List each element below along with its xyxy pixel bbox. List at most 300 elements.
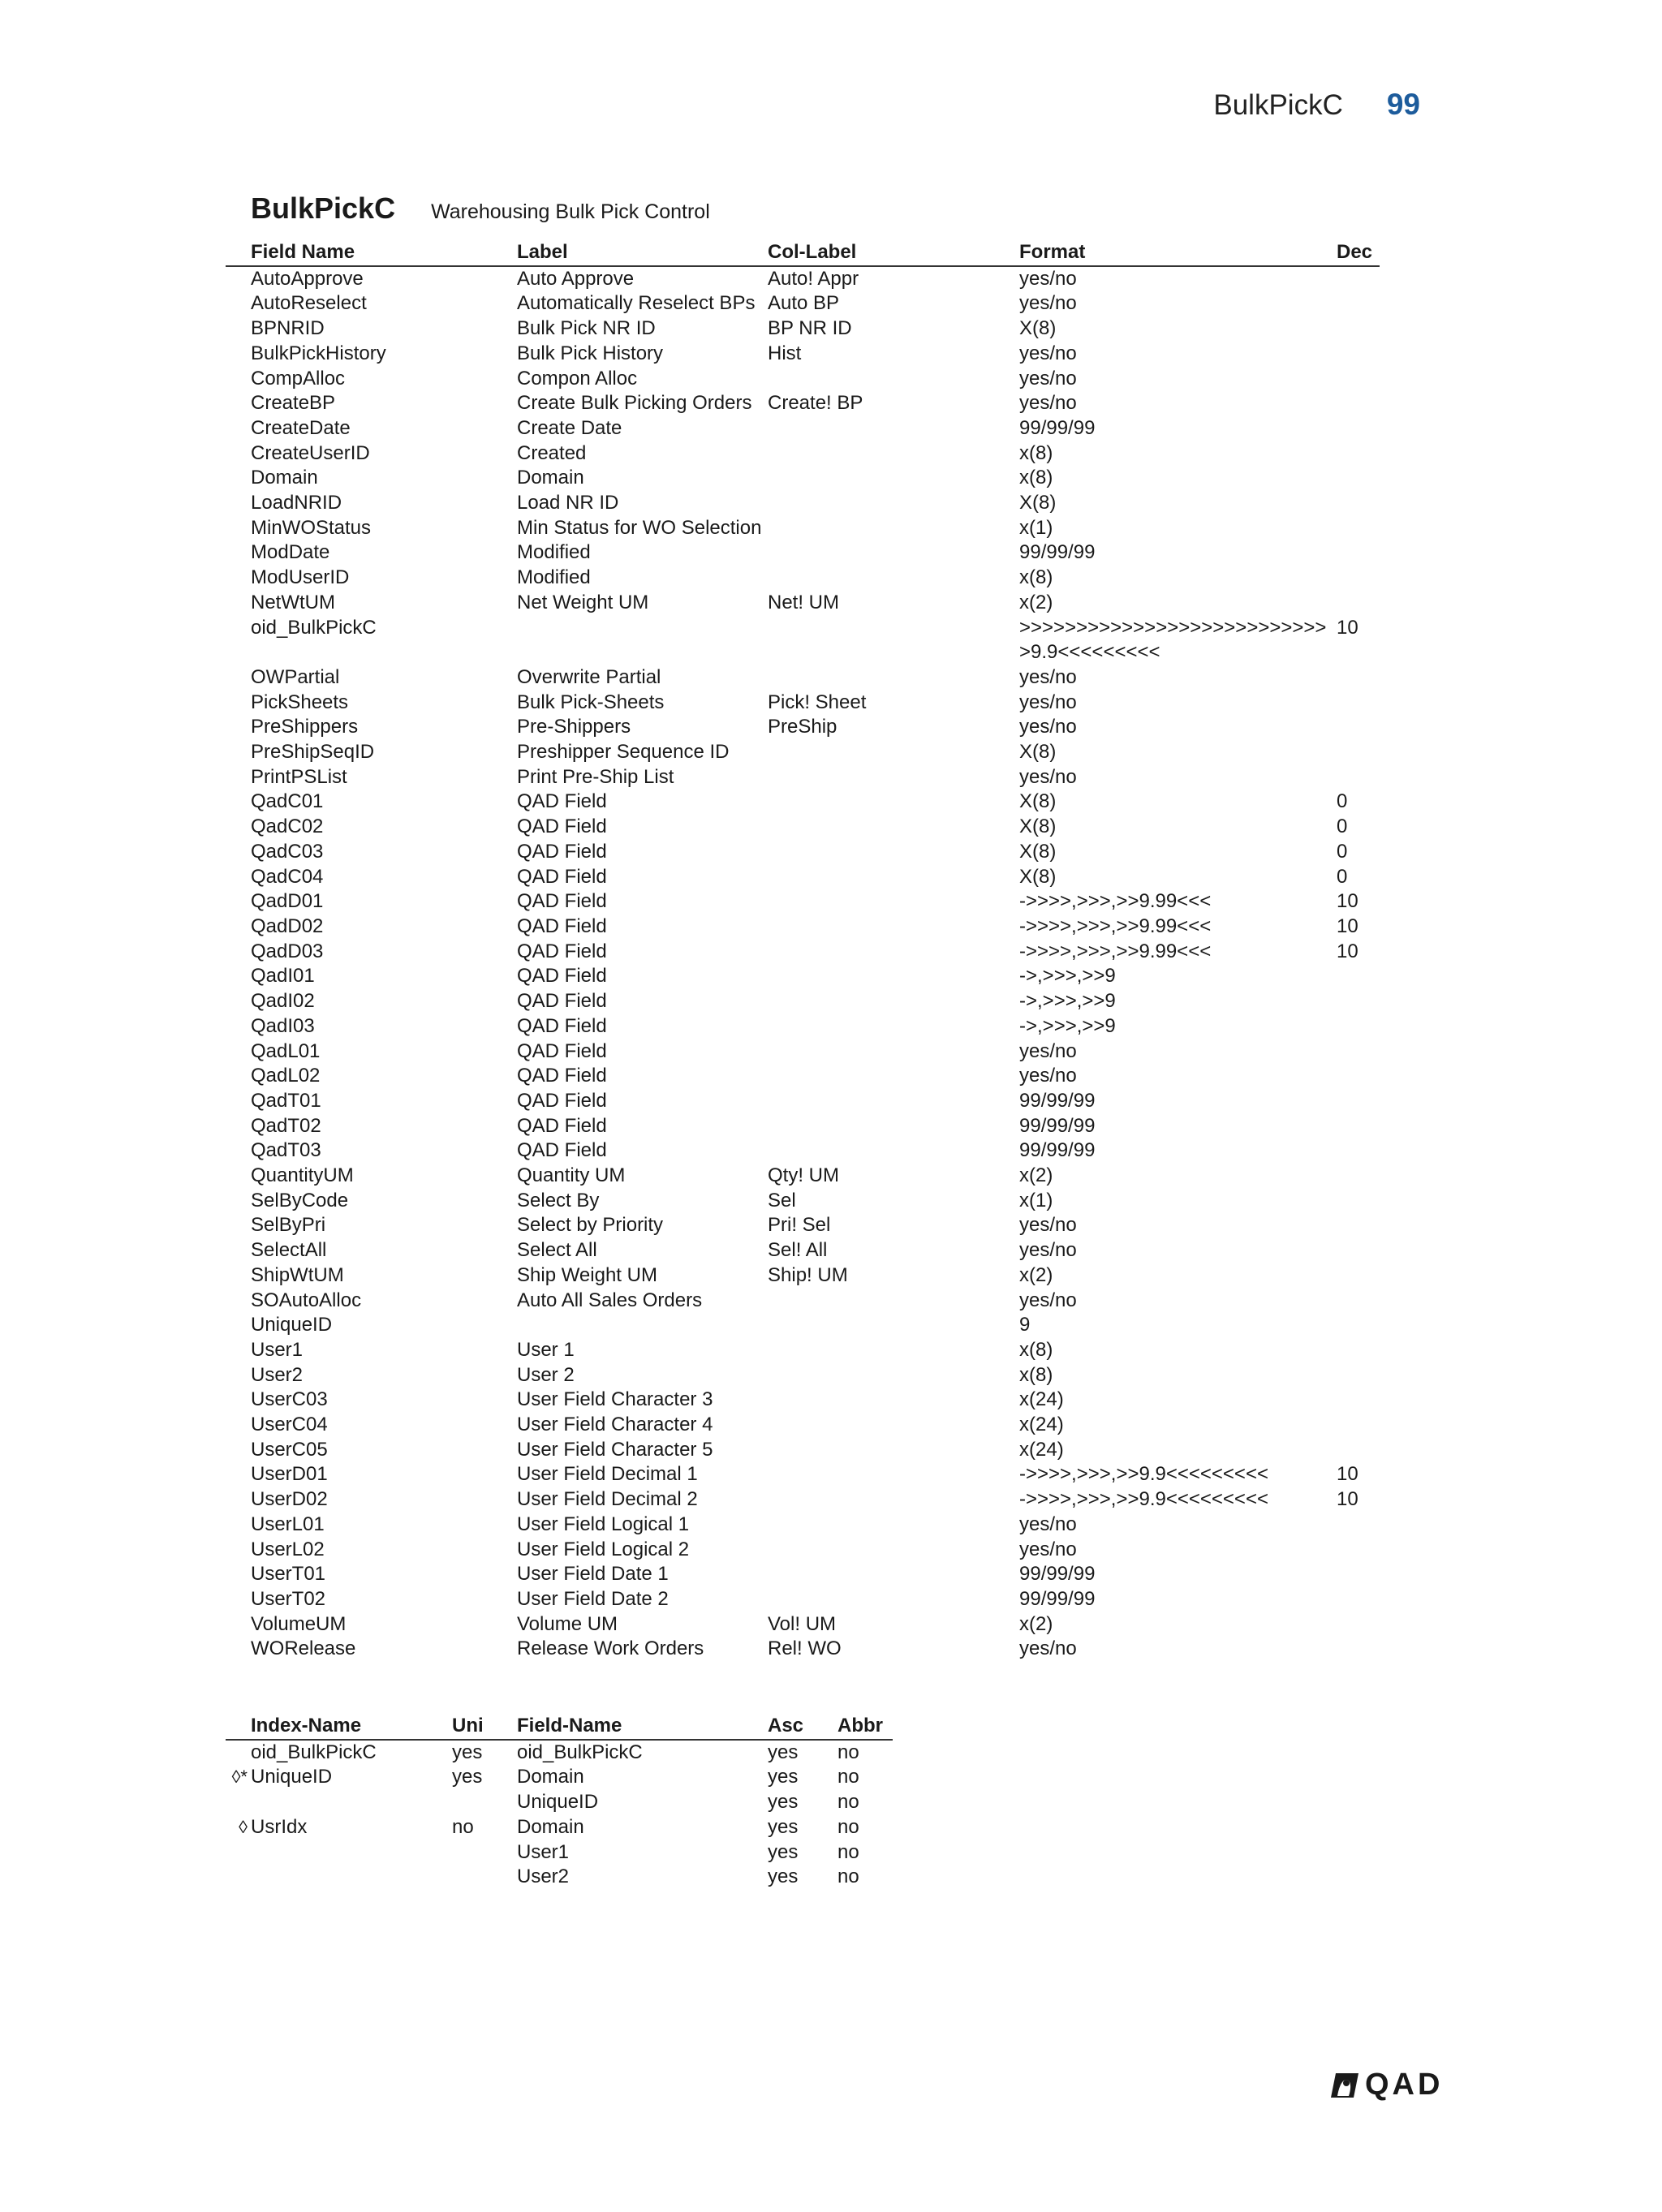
col-label-cell [768, 441, 1019, 467]
label-cell [517, 616, 768, 665]
format-cell: yes/no [1019, 1538, 1077, 1560]
column-header: Col-Label [768, 240, 1019, 266]
col-label-cell [768, 1413, 1019, 1438]
field-name-cell: UserC03 [251, 1388, 328, 1411]
label-cell: User Field Logical 1 [517, 1513, 690, 1535]
field-name-cell: UserL02 [251, 1538, 325, 1560]
table-row [226, 865, 1380, 890]
table-row [226, 342, 1380, 367]
dec-cell [1337, 1114, 1380, 1139]
field-name-cell: QadL02 [251, 1065, 321, 1087]
label-cell: QAD Field [517, 1114, 607, 1137]
field-name-cell: QadI02 [251, 990, 315, 1013]
col-label-cell [768, 665, 1019, 691]
table-row [226, 1363, 1380, 1388]
format-cell: >>>>>>>>>>>>>>>>>>>>>>>>>>>>9.9<<<<<<<<< [1019, 616, 1327, 664]
dec-cell [1337, 1263, 1380, 1289]
table-row [226, 1289, 1380, 1314]
dec-cell [1337, 391, 1380, 416]
table-row [226, 1637, 1380, 1662]
asc-cell: yes [768, 1791, 799, 1814]
col-label-cell [768, 940, 1019, 965]
field-name-cell: ModDate [251, 541, 330, 564]
table-row [226, 316, 1380, 342]
format-cell: ->>>>,>>>,>>9.9<<<<<<<<< [1019, 1488, 1268, 1511]
dec-cell [1337, 1213, 1380, 1238]
label-cell: User 1 [517, 1338, 575, 1361]
col-label-cell: Sel! All [768, 1239, 828, 1262]
table-row [226, 715, 1380, 740]
format-cell: 99/99/99 [1019, 1114, 1096, 1137]
dec-cell [1337, 540, 1380, 566]
format-cell: yes/no [1019, 1513, 1077, 1535]
index-name-cell: oid_BulkPickC [251, 1741, 377, 1763]
dec-cell: 10 [1337, 914, 1358, 937]
format-cell: X(8) [1019, 840, 1057, 863]
format-cell: 9 [1019, 1314, 1031, 1336]
field-name-cell: NetWtUM [251, 591, 335, 613]
table-row [226, 616, 1380, 665]
format-cell: yes/no [1019, 716, 1077, 738]
label-cell: Preshipper Sequence ID [517, 741, 730, 764]
dec-cell [1337, 665, 1380, 691]
table-row [226, 540, 1380, 566]
format-cell: X(8) [1019, 741, 1057, 764]
dec-cell: 10 [1337, 1463, 1358, 1486]
field-name-cell: Domain [517, 1766, 584, 1788]
label-cell: Bulk Pick-Sheets [517, 691, 665, 713]
field-name-cell: oid_BulkPickC [517, 1741, 643, 1763]
table-row [226, 940, 1380, 965]
page-number: 99 [1386, 88, 1420, 121]
field-name-cell: SelByPri [251, 1214, 326, 1237]
dec-cell [1337, 1388, 1380, 1413]
abbr-cell: no [837, 1815, 859, 1838]
table-row [226, 1263, 1380, 1289]
format-cell: X(8) [1019, 790, 1057, 813]
field-name-cell: CreateUserID [251, 441, 370, 464]
label-cell: Volume UM [517, 1612, 618, 1635]
field-name-cell: QadD03 [251, 940, 324, 962]
table-row [226, 1313, 1380, 1338]
format-cell: yes/no [1019, 342, 1077, 364]
qad-logo-text: QAD [1365, 2068, 1444, 2102]
dec-cell [1337, 1064, 1380, 1089]
field-name-cell: UniqueID [251, 1314, 333, 1336]
dec-cell: 0 [1337, 816, 1348, 838]
dec-cell [1337, 1138, 1380, 1164]
label-cell: Select by Priority [517, 1214, 664, 1237]
field-name-cell: User1 [251, 1338, 304, 1361]
col-label-cell [768, 1089, 1019, 1114]
unique-cell: no [452, 1815, 474, 1838]
col-label-cell [768, 416, 1019, 441]
format-cell: yes/no [1019, 1214, 1077, 1237]
col-label-cell [768, 889, 1019, 914]
format-cell: x(2) [1019, 591, 1053, 613]
col-label-cell: PreShip [768, 716, 837, 738]
field-name-cell: SelectAll [251, 1239, 327, 1262]
format-cell: ->,>>>,>>9 [1019, 965, 1116, 988]
index-marker-symbol: ◊ [239, 1816, 248, 1837]
dec-cell [1337, 715, 1380, 740]
qad-logo [1329, 2068, 1443, 2102]
abbr-cell: no [837, 1840, 859, 1863]
table-row [226, 815, 1380, 840]
label-cell: Release Work Orders [517, 1637, 704, 1660]
field-name-cell: QadI03 [251, 1014, 315, 1037]
dec-cell [1337, 266, 1380, 292]
table-row [226, 1138, 1380, 1164]
col-label-cell [768, 566, 1019, 591]
column-header: Index-Name [251, 1714, 452, 1740]
label-cell: User Field Decimal 1 [517, 1463, 698, 1486]
field-name-cell: UserT02 [251, 1587, 326, 1610]
dec-cell [1337, 989, 1380, 1014]
label-cell: Pre-Shippers [517, 716, 631, 738]
field-name-cell: CreateBP [251, 392, 336, 415]
col-label-cell: BP NR ID [768, 317, 852, 340]
label-cell: User Field Character 5 [517, 1438, 713, 1461]
col-label-cell [768, 367, 1019, 392]
dec-cell: 10 [1337, 616, 1358, 639]
field-name-cell: User1 [517, 1840, 570, 1863]
dec-cell [1337, 1238, 1380, 1263]
table-row [226, 914, 1380, 940]
format-cell: 99/99/99 [1019, 1563, 1096, 1586]
asc-cell: yes [768, 1766, 799, 1788]
col-label-cell [768, 1338, 1019, 1363]
col-label-cell [768, 616, 1019, 665]
index-row [226, 1865, 893, 1890]
dec-cell [1337, 342, 1380, 367]
abbr-cell: no [837, 1766, 859, 1788]
dec-cell [1337, 964, 1380, 989]
format-cell: yes/no [1019, 1039, 1077, 1062]
dec-cell [1337, 1164, 1380, 1189]
col-label-cell: Auto! Appr [768, 267, 859, 290]
label-cell: Print Pre-Ship List [517, 765, 674, 788]
col-label-cell [768, 466, 1019, 491]
col-label-cell [768, 765, 1019, 790]
dec-cell: 0 [1337, 790, 1348, 813]
label-cell: Load NR ID [517, 492, 619, 514]
col-label-cell: Pick! Sheet [768, 691, 867, 713]
field-name-cell: QadL01 [251, 1039, 321, 1062]
format-cell: X(8) [1019, 865, 1057, 888]
table-row [226, 1213, 1380, 1238]
label-cell: Create Date [517, 416, 622, 439]
col-label-cell [768, 1114, 1019, 1139]
col-label-cell: Ship! UM [768, 1263, 848, 1286]
dec-cell: 10 [1337, 940, 1358, 962]
col-label-cell: Pri! Sel [768, 1214, 831, 1237]
label-cell: QAD Field [517, 816, 607, 838]
label-cell: Automatically Reselect BPs [517, 292, 756, 315]
field-name-cell: VolumeUM [251, 1612, 347, 1635]
field-name-cell: BulkPickHistory [251, 342, 386, 364]
index-row [226, 1815, 893, 1840]
table-row [226, 1513, 1380, 1538]
col-label-cell [768, 491, 1019, 516]
dec-cell [1337, 1562, 1380, 1587]
format-cell: 99/99/99 [1019, 1587, 1096, 1610]
format-cell: x(24) [1019, 1438, 1064, 1461]
field-name-cell: PreShipSeqID [251, 741, 375, 764]
column-header: Dec [1337, 240, 1380, 266]
table-row [226, 1413, 1380, 1438]
field-name-cell: UserL01 [251, 1513, 325, 1535]
abbr-cell: no [837, 1741, 859, 1763]
field-name-cell: WORelease [251, 1637, 356, 1660]
table-title-row [251, 192, 710, 226]
label-cell: Net Weight UM [517, 591, 649, 613]
table-row [226, 665, 1380, 691]
format-cell: yes/no [1019, 1289, 1077, 1311]
col-label-cell: Vol! UM [768, 1612, 837, 1635]
dec-cell [1337, 1338, 1380, 1363]
label-cell: User Field Logical 2 [517, 1538, 690, 1560]
label-cell: Quantity UM [517, 1164, 626, 1187]
unique-cell: yes [452, 1766, 483, 1788]
table-row [226, 1612, 1380, 1637]
index-row [226, 1840, 893, 1866]
col-label-cell [768, 1487, 1019, 1513]
dec-cell [1337, 1438, 1380, 1463]
label-cell: Select By [517, 1189, 600, 1211]
dec-cell [1337, 691, 1380, 716]
format-cell: x(8) [1019, 1363, 1053, 1386]
label-cell: Overwrite Partial [517, 665, 661, 688]
dec-cell [1337, 1587, 1380, 1612]
field-name-cell: UserC04 [251, 1414, 328, 1436]
col-label-cell: Hist [768, 342, 802, 364]
format-cell: ->>>>,>>>,>>9.99<<< [1019, 914, 1212, 937]
column-header: Label [517, 240, 768, 266]
label-cell: Create Bulk Picking Orders [517, 392, 752, 415]
field-name-cell: UniqueID [517, 1791, 599, 1814]
col-label-cell [768, 740, 1019, 765]
format-cell: 99/99/99 [1019, 541, 1096, 564]
field-name-cell: QadI01 [251, 965, 315, 988]
table-row [226, 1538, 1380, 1563]
field-name-cell: QadT03 [251, 1139, 321, 1162]
col-label-cell [768, 1513, 1019, 1538]
table-row [226, 391, 1380, 416]
col-label-cell [768, 1014, 1019, 1039]
col-label-cell [768, 1064, 1019, 1089]
col-label-cell [768, 1138, 1019, 1164]
index-name-cell: UniqueID [251, 1766, 333, 1788]
dec-cell [1337, 367, 1380, 392]
field-name-cell: Domain [517, 1815, 584, 1838]
table-description: Warehousing Bulk Pick Control [431, 200, 710, 223]
table-row [226, 964, 1380, 989]
col-label-cell [768, 1438, 1019, 1463]
format-cell: x(8) [1019, 441, 1053, 464]
format-cell: x(2) [1019, 1164, 1053, 1187]
abbr-cell: no [837, 1866, 859, 1888]
col-label-cell [768, 964, 1019, 989]
dec-cell [1337, 1538, 1380, 1563]
field-name-cell: PreShippers [251, 716, 359, 738]
format-cell: x(1) [1019, 1189, 1053, 1211]
dec-cell [1337, 740, 1380, 765]
table-row [226, 1487, 1380, 1513]
format-cell: X(8) [1019, 492, 1057, 514]
field-name-cell: ModUserID [251, 566, 350, 589]
dec-cell: 0 [1337, 865, 1348, 888]
col-label-cell [768, 516, 1019, 541]
label-cell: QAD Field [517, 1039, 607, 1062]
format-cell: 99/99/99 [1019, 1139, 1096, 1162]
field-name-cell: UserD01 [251, 1463, 328, 1486]
format-cell: ->>>>,>>>,>>9.99<<< [1019, 940, 1212, 962]
table-row [226, 367, 1380, 392]
unique-cell [452, 1790, 517, 1815]
index-name-cell: UsrIdx [251, 1815, 308, 1838]
col-label-cell: Create! BP [768, 392, 863, 415]
field-name-cell: MinWOStatus [251, 516, 372, 539]
abbr-cell: no [837, 1791, 859, 1814]
dec-cell [1337, 516, 1380, 541]
table-row [226, 1189, 1380, 1214]
field-name-cell: Domain [251, 467, 318, 489]
field-name-cell: SelByCode [251, 1189, 349, 1211]
table-row [226, 1114, 1380, 1139]
col-label-cell [768, 1388, 1019, 1413]
label-cell: QAD Field [517, 965, 607, 988]
format-cell: ->,>>>,>>9 [1019, 1014, 1116, 1037]
label-cell: Bulk Pick NR ID [517, 317, 656, 340]
table-row [226, 1587, 1380, 1612]
field-name-cell: CreateDate [251, 416, 351, 439]
table-row [226, 1438, 1380, 1463]
field-name-cell: QadC01 [251, 790, 324, 813]
col-label-cell [768, 1562, 1019, 1587]
table-row [226, 566, 1380, 591]
field-name-cell: SOAutoAlloc [251, 1289, 362, 1311]
table-row [226, 1388, 1380, 1413]
format-cell: ->,>>>,>>9 [1019, 990, 1116, 1013]
format-cell: x(8) [1019, 467, 1053, 489]
label-cell: Ship Weight UM [517, 1263, 657, 1286]
running-header-table-name: BulkPickC [1213, 89, 1343, 121]
label-cell: QAD Field [517, 1065, 607, 1087]
column-header: Field Name [251, 240, 517, 266]
index-marker [226, 1865, 251, 1890]
col-label-cell [768, 1587, 1019, 1612]
field-name-cell: QadT02 [251, 1114, 321, 1137]
format-cell: yes/no [1019, 367, 1077, 389]
table-row [226, 466, 1380, 491]
field-name-cell: QuantityUM [251, 1164, 354, 1187]
col-label-cell: Sel [768, 1189, 796, 1211]
label-cell: User Field Date 2 [517, 1587, 669, 1610]
index-name-cell [251, 1840, 452, 1866]
table-row [226, 1338, 1380, 1363]
col-label-cell [768, 989, 1019, 1014]
format-cell: x(2) [1019, 1612, 1053, 1635]
dec-cell [1337, 1363, 1380, 1388]
dec-cell [1337, 416, 1380, 441]
table-row [226, 1562, 1380, 1587]
label-cell: User Field Date 1 [517, 1563, 669, 1586]
dec-cell [1337, 1513, 1380, 1538]
dec-cell [1337, 1413, 1380, 1438]
index-name-cell [251, 1790, 452, 1815]
col-label-cell [768, 865, 1019, 890]
col-label-cell [768, 840, 1019, 865]
label-cell: Modified [517, 566, 591, 589]
label-cell: Bulk Pick History [517, 342, 664, 364]
label-cell: QAD Field [517, 1014, 607, 1037]
table-row [226, 840, 1380, 865]
field-name-cell: UserC05 [251, 1438, 328, 1461]
col-label-cell [768, 1289, 1019, 1314]
format-cell: yes/no [1019, 267, 1077, 290]
field-name-cell: PrintPSList [251, 765, 347, 788]
dec-cell [1337, 1089, 1380, 1114]
format-cell: yes/no [1019, 292, 1077, 315]
field-name-cell: LoadNRID [251, 492, 342, 514]
label-cell: User Field Character 3 [517, 1388, 713, 1411]
format-cell: x(24) [1019, 1414, 1064, 1436]
field-name-cell: AutoReselect [251, 292, 367, 315]
dec-cell [1337, 591, 1380, 616]
field-name-cell: QadC04 [251, 865, 324, 888]
field-name-cell: QadD02 [251, 914, 324, 937]
col-label-cell [768, 914, 1019, 940]
format-cell: yes/no [1019, 1065, 1077, 1087]
label-cell: QAD Field [517, 990, 607, 1013]
field-name-cell: QadT01 [251, 1089, 321, 1112]
index-table [226, 1714, 893, 1890]
dec-cell: 0 [1337, 840, 1348, 863]
col-label-cell [768, 790, 1019, 815]
label-cell: QAD Field [517, 1089, 607, 1112]
label-cell: Domain [517, 467, 584, 489]
index-row [226, 1790, 893, 1815]
col-label-cell: Auto BP [768, 292, 840, 315]
format-cell: ->>>>,>>>,>>9.9<<<<<<<<< [1019, 1463, 1268, 1486]
table-row [226, 1064, 1380, 1089]
col-label-cell [768, 1039, 1019, 1065]
format-cell: X(8) [1019, 816, 1057, 838]
index-marker [226, 1740, 251, 1766]
field-name-cell: User2 [517, 1866, 570, 1888]
col-label-cell [768, 1363, 1019, 1388]
index-row [226, 1765, 893, 1790]
col-label-cell: Net! UM [768, 591, 840, 613]
col-label-cell [768, 540, 1019, 566]
field-name-cell: QadC03 [251, 840, 324, 863]
column-header: Abbr [837, 1714, 893, 1740]
index-marker [226, 1840, 251, 1866]
index-marker-symbol: ◊* [231, 1767, 248, 1788]
field-name-cell: AutoApprove [251, 267, 364, 290]
table-row [226, 889, 1380, 914]
unique-cell [452, 1865, 517, 1890]
table-row [226, 516, 1380, 541]
table-row [226, 591, 1380, 616]
page-header [1213, 88, 1420, 122]
table-row [226, 416, 1380, 441]
field-name-cell: User2 [251, 1363, 304, 1386]
label-cell: Select All [517, 1239, 597, 1262]
unique-cell: yes [452, 1741, 483, 1763]
format-cell: 99/99/99 [1019, 1089, 1096, 1112]
